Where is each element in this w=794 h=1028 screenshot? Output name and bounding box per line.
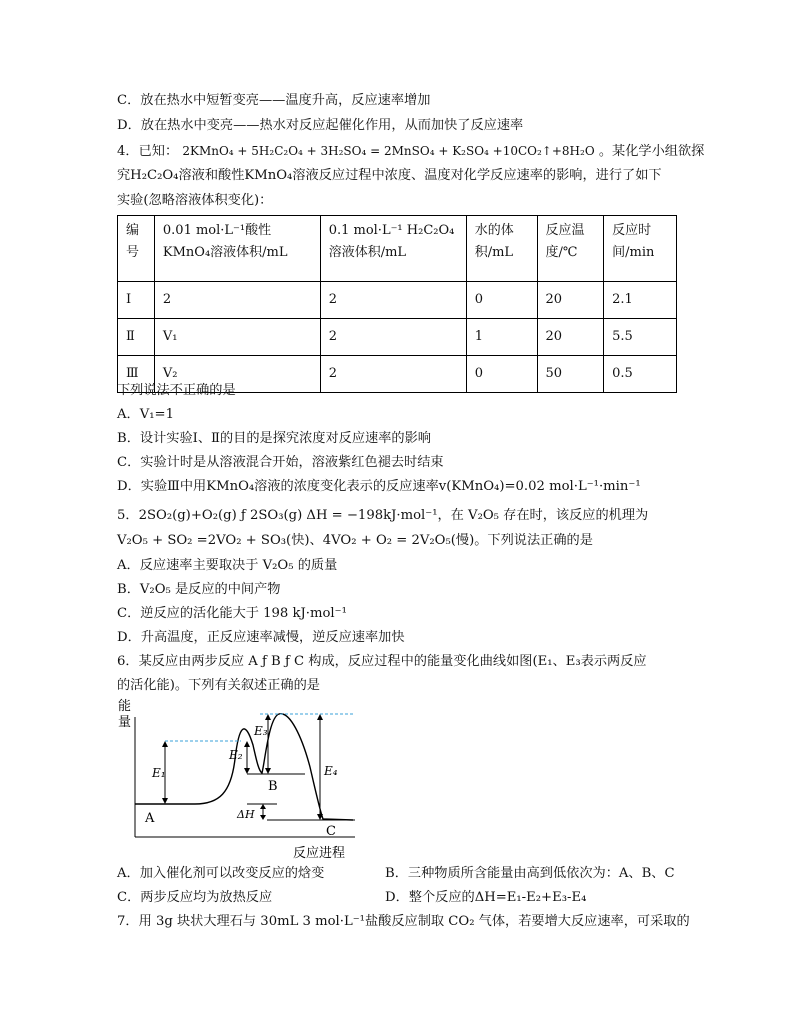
q6-stem-line1: 6．某反应由两步反应 A ƒ B ƒ C 构成，反应过程中的能量变化曲线如图(E₁、E₃表示两反应	[117, 654, 647, 669]
label-e1: E₁	[152, 766, 166, 780]
table-row	[118, 319, 677, 356]
energy-diagram	[117, 697, 367, 860]
q4-option-d: D．实验Ⅲ中用KMnO₄溶液的浓度变化表示的反应速率v(KMnO₄)=0.02 mol·L⁻¹·min⁻¹	[117, 479, 641, 494]
table-cell: 50	[537, 356, 604, 393]
table-cell: 5.5	[604, 319, 677, 356]
table-header-row	[118, 216, 677, 282]
e1-arrow-head-up	[162, 741, 168, 747]
label-e2: E₂	[229, 748, 243, 762]
label-e4: E₄	[324, 764, 338, 778]
q7-stem-line1: 7．用 3g 块状大理石与 30mL 3 mol·L⁻¹盐酸反应制取 CO₂ 气体，若要增大反应速率，可采取的	[117, 914, 690, 929]
label-a: A	[145, 811, 155, 826]
q4-stem-line2: 究H₂C₂O₄溶液和酸性KMnO₄溶液反应过程中浓度、温度对化学反应速率的影响，进行了如下	[117, 168, 662, 183]
table-cell: V₁	[154, 319, 320, 356]
e2-arrow-head-up	[244, 741, 250, 747]
y-axis-label-2: 量	[118, 715, 132, 730]
q5-option-b: B．V₂O₅ 是反应的中间产物	[117, 582, 281, 597]
dh-arrow-head-up	[260, 804, 266, 809]
table-header-cell: 反应时间/min	[604, 216, 677, 282]
e4-arrow-head-up	[317, 714, 323, 720]
table-header-cell: 0.01 mol·L⁻¹酸性KMnO₄溶液体积/mL	[154, 216, 320, 282]
y-axis-label-1: 能	[118, 699, 132, 714]
label-e3: E₃	[254, 724, 268, 738]
table-cell: 0.5	[604, 356, 677, 393]
e3-arrow-head-up	[265, 714, 271, 720]
table-cell: V₂	[154, 356, 320, 393]
e2-arrow-head-down	[244, 768, 250, 774]
q4-stem-line1	[117, 141, 704, 162]
q4-experiment-table	[117, 215, 677, 393]
table-header-cell: 0.1 mol·L⁻¹ H₂C₂O₄溶液体积/mL	[320, 216, 466, 282]
table-cell: 20	[537, 282, 604, 319]
label-b: B	[268, 779, 278, 794]
q4-option-a: A．V₁=1	[117, 407, 174, 422]
table-cell: 0	[466, 356, 537, 393]
table-header-cell: 水的体积/mL	[466, 216, 537, 282]
q6-option-b: B．三种物质所含能量由高到低依次为：A、B、C	[385, 866, 675, 881]
table-cell: 2	[154, 282, 320, 319]
q6-option-d: D．整个反应的ΔH=E₁-E₂+E₃-E₄	[385, 890, 587, 905]
q4-stem-suffix: 。某化学小组欲探	[598, 144, 705, 159]
q6-option-a: A．加入催化剂可以改变反应的焓变	[117, 866, 325, 881]
q6-option-c: C．两步反应均为放热反应	[117, 890, 273, 905]
q4-option-c: C．实验计时是从溶液混合开始，溶液紫红色褪去时结束	[117, 455, 444, 470]
q4-equation: 2KMnO₄ + 5H₂C₂O₄ + 3H₂SO₄ = 2MnSO₄ + K₂SO₄ +10CO₂↑+8H₂O	[182, 144, 595, 158]
table-cell: 2	[320, 319, 466, 356]
table-cell: Ⅱ	[118, 319, 155, 356]
q3-option-d: D．放在热水中变亮——热水对反应起催化作用，从而加快了反应速率	[117, 118, 524, 133]
q3-option-c: C．放在热水中短暂变亮——温度升高，反应速率增加	[117, 93, 431, 108]
q5-option-d: D．升高温度，正反应速率减慢，逆反应速率加快	[117, 630, 405, 645]
q5-option-a: A．反应速率主要取决于 V₂O₅ 的质量	[117, 558, 338, 573]
q4-question: 下列说法不正确的是	[117, 383, 236, 398]
q5-option-c: C．逆反应的活化能大于 198 kJ·mol⁻¹	[117, 606, 347, 621]
e3-arrow-head-down	[265, 768, 271, 774]
e1-arrow-head-down	[162, 798, 168, 804]
table-cell: 2	[320, 356, 466, 393]
table-cell: 20	[537, 319, 604, 356]
table-row	[118, 282, 677, 319]
q4-stem-line3: 实验(忽略溶液体积变化)：	[117, 193, 273, 208]
table-header-cell: 反应温度/℃	[537, 216, 604, 282]
table-header-cell: 编号	[118, 216, 155, 282]
q4-option-b: B．设计实验Ⅰ、Ⅱ的目的是探究浓度对反应速率的影响	[117, 431, 431, 446]
table-cell: 2.1	[604, 282, 677, 319]
table-cell: Ⅲ	[118, 356, 155, 393]
table-cell: 2	[320, 282, 466, 319]
label-c: C	[326, 824, 336, 839]
x-axis-label: 反应进程	[293, 846, 346, 860]
dh-arrow-head-down	[260, 815, 266, 820]
q5-stem-line2: V₂O₅ + SO₂ =2VO₂ + SO₃(快)、4VO₂ + O₂ = 2V₂O₅(慢)。下列说法正确的是	[117, 533, 593, 548]
q6-stem-line2: 的活化能)。下列有关叙述正确的是	[117, 678, 320, 693]
q5-stem-line1: 5．2SO₂(g)+O₂(g) ƒ 2SO₃(g) ΔH = −198kJ·mol⁻¹，在 V₂O₅ 存在时，该反应的机理为	[117, 508, 649, 523]
q4-stem-prefix: 4．已知：	[117, 144, 179, 159]
label-dh: ΔH	[237, 808, 255, 821]
table-cell: Ⅰ	[118, 282, 155, 319]
table-cell: 0	[466, 282, 537, 319]
table-cell: 1	[466, 319, 537, 356]
